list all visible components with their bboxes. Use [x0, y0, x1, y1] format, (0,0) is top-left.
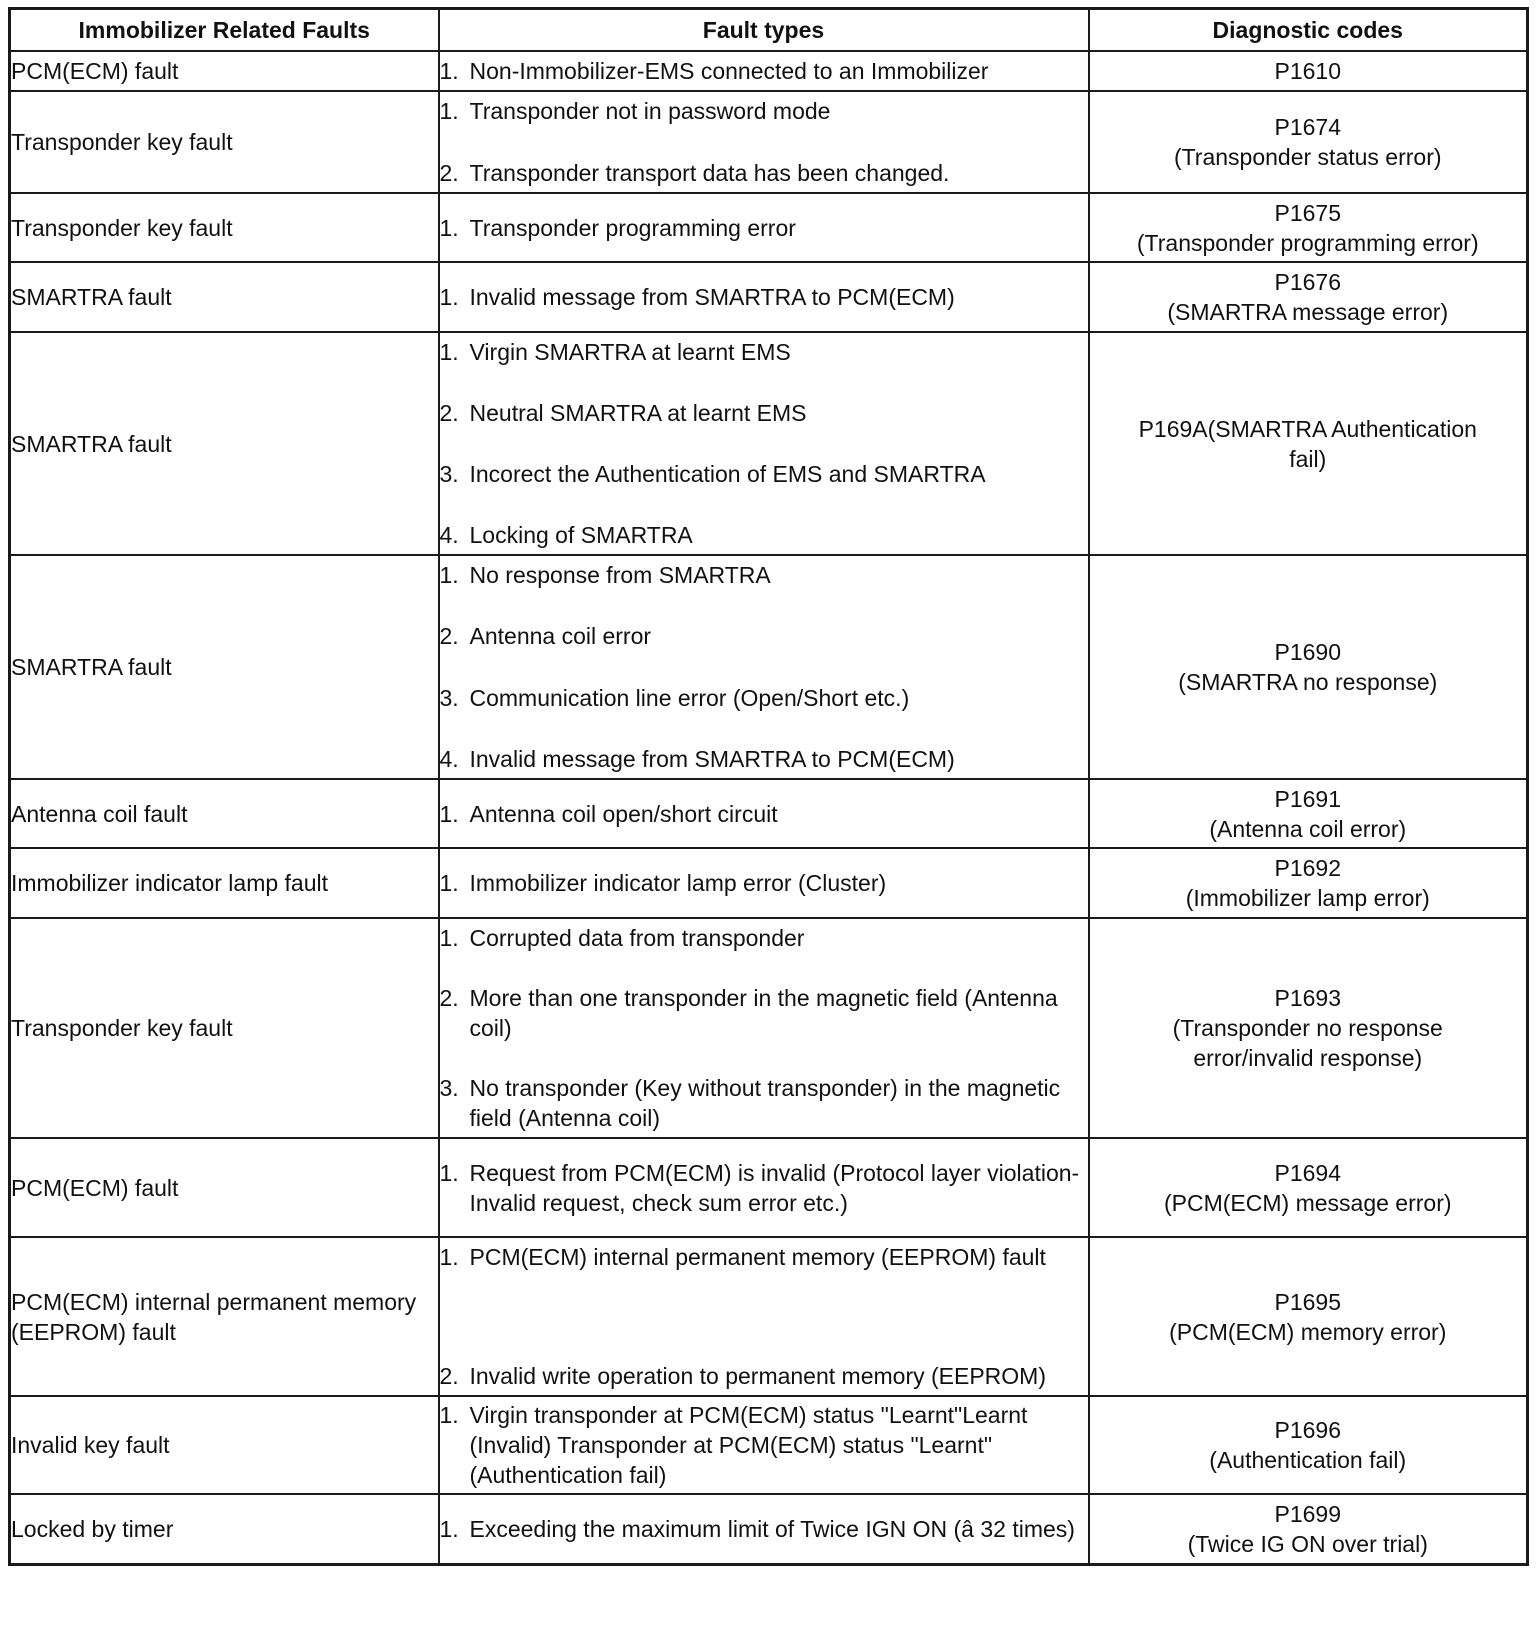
table-row [10, 1396, 1528, 1494]
fault-types-list [440, 1143, 1088, 1232]
diagnostic-code-cell [1089, 193, 1528, 262]
fault-type-item [440, 158, 1088, 188]
fault-category-cell: Invalid key fault [10, 1396, 439, 1494]
fault-category-cell: Transponder key fault [10, 91, 439, 193]
fault-types-list [440, 784, 1088, 843]
fault-type-text: Transponder not in password mode [469, 98, 831, 124]
fault-category-cell: PCM(ECM) internal permanent memory (EEPROM) fault [10, 1237, 439, 1396]
header-related-faults: Immobilizer Related Faults [10, 9, 439, 52]
fault-category-cell: SMARTRA fault [10, 555, 439, 779]
fault-types-cell [439, 1138, 1089, 1237]
diagnostic-code-cell [1089, 1138, 1528, 1237]
fault-type-text: No response from SMARTRA [469, 562, 771, 588]
fault-type-number: 1. [439, 1402, 459, 1428]
diagnostic-code: P1699 [1274, 1500, 1341, 1527]
fault-type-text: Virgin transponder at PCM(ECM) status "Learnt"Learnt (Invalid) Transponder at PCM(ECM) status "Learnt"(Authentication fail) [469, 1402, 1028, 1488]
fault-types-cell [439, 91, 1089, 193]
fault-type-item [440, 337, 1088, 367]
fault-types-list [440, 1499, 1088, 1559]
diagnostic-code-description: (Twice IG ON over trial) [1187, 1530, 1428, 1557]
fault-types-cell [439, 262, 1089, 332]
fault-type-text: Locking of SMARTRA [469, 522, 693, 548]
fault-type-item [440, 1242, 1088, 1272]
fault-types-cell [439, 1396, 1089, 1494]
fault-category-cell: Immobilizer indicator lamp fault [10, 848, 439, 918]
fault-type-number: 1. [439, 925, 459, 951]
diagnostic-code: P1696 [1274, 1417, 1341, 1443]
fault-types-cell [439, 1237, 1089, 1396]
fault-type-number: 1. [439, 1159, 459, 1186]
fault-category-cell: Transponder key fault [10, 918, 439, 1138]
fault-type-item [440, 1073, 1088, 1133]
diagnostic-code-description: (Transponder programming error) [1136, 229, 1479, 256]
fault-type-number: 1. [439, 339, 459, 365]
table-body [10, 51, 1528, 1564]
diagnostic-code-description: (Immobilizer lamp error) [1185, 885, 1430, 911]
fault-type-item [440, 560, 1088, 590]
diagnostic-code-cell [1089, 1396, 1528, 1494]
diagnostic-code-description: (SMARTRA no response) [1178, 669, 1438, 695]
diagnostic-code: P1675 [1274, 199, 1341, 226]
fault-types-cell [439, 779, 1089, 848]
fault-type-text: Transponder transport data has been changed. [469, 160, 950, 186]
diagnostic-code-description: error/invalid response) [1193, 1045, 1423, 1071]
fault-type-number: 1. [439, 1244, 459, 1270]
table-row [10, 51, 1528, 91]
fault-category-cell: SMARTRA fault [10, 332, 439, 555]
diagnostic-code-description: (PCM(ECM) memory error) [1169, 1318, 1447, 1345]
diagnostic-code-cell [1089, 848, 1528, 918]
fault-type-number: 2. [439, 400, 459, 426]
diagnostic-code: P1676 [1274, 269, 1341, 295]
fault-type-number: 4. [439, 745, 459, 772]
fault-type-text: Request from PCM(ECM) is invalid (Protocol layer violation- Invalid request, check sum error etc.) [469, 1159, 1080, 1216]
fault-type-text: Incorect the Authentication of EMS and SMARTRA [469, 461, 986, 487]
fault-type-item [440, 1361, 1088, 1391]
fault-type-item [440, 520, 1088, 550]
table-row [10, 918, 1528, 1138]
fault-type-number: 2. [439, 623, 459, 650]
fault-type-item [440, 868, 1088, 898]
fault-types-list [440, 1401, 1088, 1489]
fault-type-item [440, 983, 1088, 1043]
fault-types-list [440, 337, 1088, 550]
fault-type-text: Virgin SMARTRA at learnt EMS [469, 339, 791, 365]
fault-types-cell [439, 332, 1089, 555]
fault-category-cell: PCM(ECM) fault [10, 1138, 439, 1237]
fault-type-text: Transponder programming error [469, 214, 796, 241]
table-row [10, 262, 1528, 332]
diagnostic-code: P1690 [1274, 639, 1341, 665]
fault-types-cell [439, 555, 1089, 779]
fault-types-cell [439, 848, 1089, 918]
fault-type-number: 1. [439, 800, 459, 827]
fault-type-text: Invalid message from SMARTRA to PCM(ECM) [469, 745, 955, 772]
fault-types-list [440, 853, 1088, 913]
fault-category-cell: PCM(ECM) fault [10, 51, 439, 91]
immobilizer-faults-table [8, 7, 1529, 1566]
fault-types-list [440, 96, 1088, 188]
table-row [10, 779, 1528, 848]
diagnostic-code: P1691 [1274, 785, 1341, 812]
fault-types-list [440, 267, 1088, 327]
fault-type-number: 3. [439, 461, 459, 487]
table-row [10, 555, 1528, 779]
table-row [10, 1138, 1528, 1237]
fault-type-number: 1. [439, 284, 459, 310]
fault-type-text: Exceeding the maximum limit of Twice IGN ON (â 32 times) [469, 1515, 1075, 1542]
fault-types-list [440, 198, 1088, 257]
table-row [10, 1237, 1528, 1396]
diagnostic-code-description: fail) [1289, 445, 1327, 472]
diagnostic-code-cell [1089, 555, 1528, 779]
fault-type-item [440, 459, 1088, 489]
fault-category-cell: Antenna coil fault [10, 779, 439, 848]
fault-types-cell [439, 918, 1089, 1138]
fault-type-text: PCM(ECM) internal permanent memory (EEPROM) fault [469, 1244, 1046, 1270]
diagnostic-code: P1692 [1274, 855, 1341, 881]
diagnostic-code: P1674 [1274, 114, 1341, 140]
fault-category-cell: Transponder key fault [10, 193, 439, 262]
diagnostic-code-description: (Authentication fail) [1209, 1447, 1407, 1473]
fault-type-number: 1. [439, 1515, 459, 1542]
table-row [10, 193, 1528, 262]
fault-type-item [440, 96, 1088, 126]
fault-type-text: Communication line error (Open/Short etc.) [469, 684, 910, 711]
diagnostic-code-cell [1089, 91, 1528, 193]
table-row [10, 332, 1528, 555]
fault-type-number: 1. [439, 214, 459, 241]
fault-type-item [440, 621, 1088, 651]
fault-type-number: 4. [439, 522, 459, 548]
fault-category-cell: SMARTRA fault [10, 262, 439, 332]
fault-type-number: 3. [439, 1075, 459, 1101]
diagnostic-code-cell [1089, 1237, 1528, 1396]
fault-type-number: 1. [439, 58, 459, 84]
fault-type-item [440, 282, 1088, 312]
diagnostic-code: P1693 [1274, 985, 1341, 1011]
diagnostic-code-description: (PCM(ECM) message error) [1163, 1189, 1452, 1216]
diagnostic-code-cell [1089, 918, 1528, 1138]
fault-types-list [440, 923, 1088, 1133]
header-diagnostic-codes: Diagnostic codes [1089, 9, 1528, 52]
diagnostic-code: P1610 [1274, 58, 1341, 84]
diagnostic-code: P169A(SMARTRA Authentication [1138, 415, 1477, 442]
fault-type-item [440, 923, 1088, 953]
fault-types-cell [439, 1494, 1089, 1564]
diagnostic-code-description: (SMARTRA message error) [1167, 299, 1449, 325]
fault-type-number: 3. [439, 684, 459, 711]
diagnostic-code-cell [1089, 1494, 1528, 1564]
fault-type-text: Invalid write operation to permanent memory (EEPROM) [469, 1363, 1046, 1389]
fault-type-item [440, 213, 1088, 243]
fault-type-item [440, 799, 1088, 829]
diagnostic-code-description: (Antenna coil error) [1209, 815, 1407, 842]
fault-type-text: Invalid message from SMARTRA to PCM(ECM) [469, 284, 955, 310]
fault-types-list [440, 56, 1088, 86]
fault-type-text: More than one transponder in the magnetic field (Antenna coil) [469, 985, 1058, 1041]
diagnostic-code-cell [1089, 332, 1528, 555]
diagnostic-code: P1694 [1274, 1159, 1341, 1186]
fault-types-list [440, 1242, 1088, 1391]
fault-type-item [440, 398, 1088, 428]
fault-type-text: Corrupted data from transponder [469, 925, 805, 951]
diagnostic-code: P1695 [1274, 1288, 1341, 1315]
fault-type-item [440, 744, 1088, 774]
fault-category-cell: Locked by timer [10, 1494, 439, 1564]
fault-type-item [440, 1400, 1088, 1490]
diagnostic-code-description: (Transponder no response [1172, 1015, 1443, 1041]
table-row [10, 848, 1528, 918]
fault-types-cell [439, 193, 1089, 262]
fault-type-text: Non-Immobilizer-EMS connected to an Immobilizer [469, 58, 989, 84]
fault-type-text: Immobilizer indicator lamp error (Cluster) [469, 870, 887, 896]
table-row [10, 1494, 1528, 1564]
fault-type-number: 2. [439, 160, 459, 186]
diagnostic-code-cell [1089, 51, 1528, 91]
fault-type-text: Neutral SMARTRA at learnt EMS [469, 400, 807, 426]
fault-type-text: Antenna coil error [469, 623, 652, 650]
fault-type-text: No transponder (Key without transponder) in the magnetic field (Antenna coil) [469, 1075, 1061, 1131]
fault-type-item [440, 1514, 1088, 1544]
fault-types-list [440, 560, 1088, 774]
fault-type-number: 1. [439, 98, 459, 124]
fault-types-cell [439, 51, 1089, 91]
fault-type-text: Antenna coil open/short circuit [469, 800, 778, 827]
fault-type-number: 1. [439, 870, 459, 896]
fault-type-item [440, 683, 1088, 713]
header-fault-types: Fault types [439, 9, 1089, 52]
diagnostic-code-cell [1089, 262, 1528, 332]
fault-type-item [440, 56, 1088, 86]
fault-type-number: 1. [439, 562, 459, 588]
header-row [10, 9, 1528, 52]
diagnostic-code-description: (Transponder status error) [1173, 144, 1442, 170]
table-row [10, 91, 1528, 193]
fault-type-number: 2. [439, 1363, 459, 1389]
fault-type-number: 2. [439, 985, 459, 1011]
fault-type-item [440, 1158, 1088, 1218]
diagnostic-code-cell [1089, 779, 1528, 848]
